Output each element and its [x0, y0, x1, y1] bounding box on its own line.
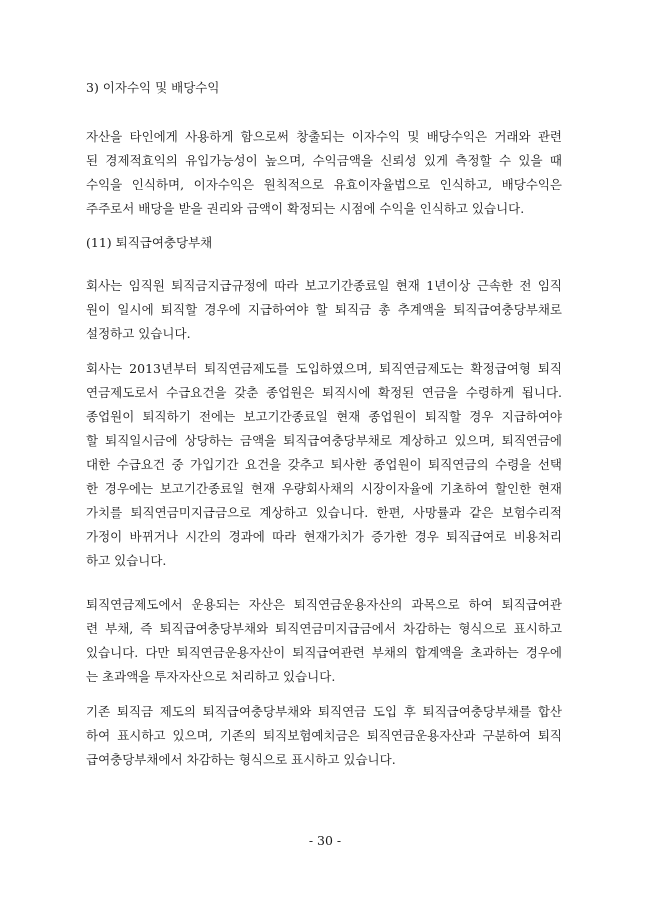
paragraph-line: 있습니다. 다만 퇴직연금운용자산이 퇴직급여관련 부채의 합계액을 초과하는 경우에 — [86, 645, 562, 660]
paragraph-line: 종업원이 퇴직하기 전에는 보고기간종료일 현재 종업원이 퇴직할 경우 지급하여야 — [86, 409, 562, 424]
paragraph-line: 가치를 퇴직연금미지급금으로 계상하고 있습니다. 한편, 사망률과 같은 보험수리적 — [86, 505, 562, 520]
paragraph-line: 회사는 임직원 퇴직금지급규정에 따라 보고기간종료일 현재 1년이상 근속한 전 임직 — [86, 278, 562, 293]
section-heading-retirement-benefit: (11) 퇴직급여충당부채 — [86, 235, 213, 250]
paragraph-line: 급여충당부채에서 차감하는 형식으로 표시하고 있습니다. — [86, 752, 396, 767]
paragraph-line: 가정이 바뀌거나 시간의 경과에 따라 현재가치가 증가한 경우 퇴직급여로 비용처리 — [86, 529, 562, 544]
paragraph-line: 연금제도로서 수급요건을 갖춘 종업원은 퇴직시에 확정된 연금을 수령하게 됩니다. — [86, 385, 562, 400]
paragraph-line: 설정하고 있습니다. — [86, 326, 191, 341]
paragraph-line: 한 경우에는 보고기간종료일 현재 우량회사채의 시장이자율에 기초하여 할인한 현재 — [86, 481, 562, 496]
paragraph-line: 는 초과액을 투자자산으로 처리하고 있습니다. — [86, 669, 336, 684]
paragraph-line: 퇴직연금제도에서 운용되는 자산은 퇴직연금운용자산의 과목으로 하여 퇴직급여관 — [86, 597, 562, 612]
paragraph-line: 하고 있습니다. — [86, 553, 167, 568]
paragraph-line: 된 경제적효익의 유입가능성이 높으며, 수익금액을 신뢰성 있게 측정할 수 있을 때 — [86, 153, 562, 168]
paragraph-line: 할 퇴직일시금에 상당하는 금액을 퇴직급여충당부채로 계상하고 있으며, 퇴직연금에 — [86, 433, 562, 448]
paragraph-line: 자산을 타인에게 사용하게 함으로써 창출되는 이자수익 및 배당수익은 거래와 관련 — [86, 129, 562, 144]
paragraph-line: 원이 일시에 퇴직할 경우에 지급하여야 할 퇴직금 총 추계액을 퇴직급여충당부채로 — [86, 302, 562, 317]
paragraph-retirement-pension — [86, 357, 562, 573]
paragraph-retirement-policy — [86, 274, 562, 346]
page-number: - 30 - — [308, 833, 342, 848]
paragraph-line: 대한 수급요건 중 가입기간 요건을 갖추고 퇴사한 종업원이 퇴직연금의 수령을 선택 — [86, 457, 562, 472]
paragraph-line: 주주로서 배당을 받을 권리와 금액이 확정되는 시점에 수익을 인식하고 있습니다. — [86, 201, 525, 216]
paragraph-interest-dividend — [86, 125, 562, 221]
paragraph-line: 련 부채, 즉 퇴직급여충당부채와 퇴직연금미지급금에서 차감하는 형식으로 표시하고 — [86, 621, 562, 636]
paragraph-line: 수익을 인식하며, 이자수익은 원칙적으로 유효이자율법으로 인식하고, 배당수익은 — [86, 177, 562, 192]
paragraph-line: 하여 표시하고 있으며, 기존의 퇴직보험예치금은 퇴직연금운용자산과 구분하여 퇴직 — [86, 728, 562, 743]
section-heading-interest-dividend: 3) 이자수익 및 배당수익 — [86, 80, 220, 95]
paragraph-pension-assets — [86, 593, 562, 689]
paragraph-line: 회사는 2013년부터 퇴직연금제도를 도입하였으며, 퇴직연금제도는 확정급여형 퇴직 — [86, 361, 562, 376]
paragraph-legacy-plan — [86, 700, 562, 772]
paragraph-line: 기존 퇴직금 제도의 퇴직급여충당부채와 퇴직연금 도입 후 퇴직급여충당부채를 합산 — [86, 704, 562, 719]
